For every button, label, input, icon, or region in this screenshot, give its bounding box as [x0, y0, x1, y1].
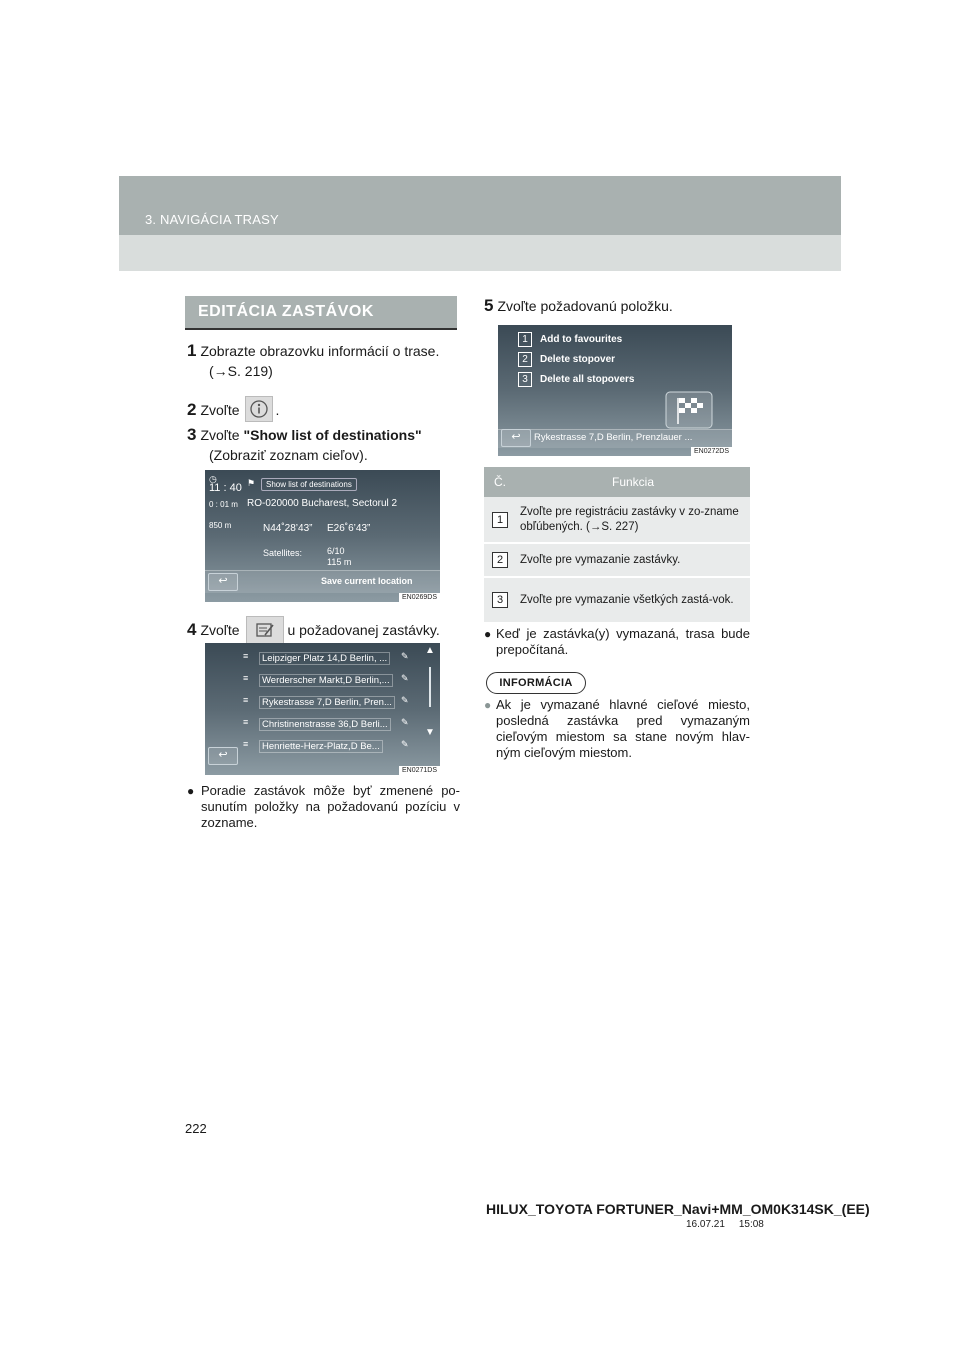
- bullet-text: Keď je zastávka(y) vymazaná, trasa bude prepočítaná.: [496, 626, 750, 657]
- row-text: Zvoľte pre vymazanie zastávky.: [516, 543, 750, 577]
- item-number: 2: [518, 352, 532, 367]
- edit-icon[interactable]: ✎: [401, 695, 409, 705]
- chapter-title: 3. NAVIGÁCIA TRASY: [145, 212, 279, 227]
- info-icon: [245, 396, 273, 422]
- step-number: 1: [187, 341, 197, 360]
- row-text: Zvoľte pre vymazanie všetkých zastá-vok.: [516, 577, 750, 623]
- table-row: [484, 497, 750, 543]
- address-text: RO-020000 Bucharest, Sectorul 2: [247, 498, 398, 509]
- step-text: Zvoľte: [200, 402, 240, 418]
- drag-handle-icon[interactable]: ≡: [243, 739, 249, 749]
- table-row: [484, 577, 750, 623]
- row-number-cell: [484, 577, 516, 623]
- bullet-note-right: [484, 626, 750, 658]
- drag-handle-icon[interactable]: ≡: [243, 651, 249, 661]
- menu-item-delete-stopover[interactable]: [518, 352, 718, 370]
- destination-row[interactable]: [243, 692, 418, 712]
- item-label[interactable]: Delete all stopovers: [540, 374, 635, 385]
- edit-icon[interactable]: ✎: [401, 673, 409, 683]
- edit-icon[interactable]: ✎: [401, 717, 409, 727]
- destination-row[interactable]: [243, 736, 418, 756]
- latitude-text: N44˚28’43”: [263, 523, 313, 534]
- table-row: [484, 543, 750, 577]
- page-number: 222: [185, 1121, 207, 1136]
- longitude-text: E26˚6’43”: [327, 523, 371, 534]
- back-icon[interactable]: ↩: [208, 747, 238, 765]
- section-heading: [185, 296, 457, 328]
- edit-icon[interactable]: ✎: [401, 739, 409, 749]
- step-subtext: (Zobraziť zoznam cieľov).: [209, 447, 368, 463]
- clock-icon: ◷: [209, 474, 217, 484]
- drag-handle-icon[interactable]: ≡: [243, 695, 249, 705]
- column-header-no: Č.: [484, 467, 516, 497]
- back-icon[interactable]: ↩: [208, 573, 238, 591]
- bullet-note-left: [187, 783, 460, 831]
- bullet-icon: ●: [484, 627, 492, 641]
- step-4: [187, 616, 462, 644]
- bullet-text: Poradie zastávok môže byť zmenené po-sunutím položky na požadovanú pozíciu v zozname.: [201, 783, 460, 830]
- information-note: [484, 697, 750, 761]
- destination-row[interactable]: [243, 670, 418, 690]
- scroll-up-icon[interactable]: ▲: [425, 645, 435, 656]
- menu-item-add-favourites[interactable]: [518, 332, 718, 350]
- checkered-flag-icon: [664, 390, 714, 430]
- drag-handle-icon[interactable]: ≡: [243, 717, 249, 727]
- scroll-down-icon[interactable]: ▼: [425, 727, 435, 738]
- elapsed-display: 0 : 01 m: [209, 500, 238, 509]
- step-text: Zvoľte: [200, 427, 240, 443]
- distance-display: 850 m: [209, 521, 232, 530]
- time-display: 11 : 40: [209, 482, 242, 494]
- screenshot-stopover-menu: [498, 325, 732, 456]
- step-1: [187, 341, 462, 381]
- destination-label[interactable]: Christinenstrasse 36,D Berli...: [259, 718, 391, 731]
- satellites-label: Satellites:: [263, 548, 303, 558]
- image-code: EN0271DS: [399, 766, 440, 775]
- bullet-icon: ●: [187, 784, 195, 798]
- item-label[interactable]: Delete stopover: [540, 354, 616, 365]
- item-number: 3: [518, 372, 532, 387]
- screenshot-destination-list: [205, 643, 440, 775]
- step-number: 5: [484, 296, 494, 315]
- print-date: 16.07.21 15:08: [686, 1219, 764, 1230]
- step-text-end: .: [275, 402, 280, 418]
- bullet-icon: ●: [484, 698, 492, 712]
- section-title: EDITÁCIA ZASTÁVOK: [198, 303, 374, 320]
- step-2: [187, 396, 462, 422]
- satellites-value: 6/10: [327, 546, 345, 556]
- step-text: Zvoľte požadovanú položku.: [497, 298, 673, 314]
- document-code: HILUX_TOYOTA FORTUNER_Navi+MM_OM0K314SK_(EE): [486, 1201, 870, 1217]
- table-header-row: [484, 467, 750, 497]
- back-icon[interactable]: ↩: [501, 429, 531, 447]
- row-text: Zvoľte pre registráciu zastávky v zo-zname obľúbených. (→S. 227): [516, 497, 750, 543]
- destination-label[interactable]: Leipziger Platz 14,D Berlin, ...: [259, 652, 390, 665]
- row-number-cell: [484, 497, 516, 543]
- step-text: Zobrazte obrazovku informácií o trase.: [200, 343, 440, 359]
- satellites-distance: 115 m: [327, 557, 352, 567]
- step-number: 2: [187, 400, 197, 419]
- menu-item-delete-all-stopovers[interactable]: [518, 372, 718, 390]
- image-code: EN0272DS: [691, 447, 732, 456]
- drag-handle-icon[interactable]: ≡: [243, 673, 249, 683]
- item-number: 1: [518, 332, 532, 347]
- save-location-button[interactable]: Save current location: [321, 576, 413, 586]
- step-text-end: u požadovanej zastávky.: [287, 622, 440, 638]
- row-number: 1: [492, 512, 508, 528]
- destination-label[interactable]: Henriette-Herz-Platz,D Be...: [259, 740, 383, 753]
- section-rule: [185, 328, 457, 330]
- step-text: Zvoľte: [200, 622, 240, 638]
- image-code: EN0269DS: [399, 593, 440, 602]
- item-label[interactable]: Add to favourites: [540, 334, 623, 345]
- step-number: 4: [187, 620, 197, 639]
- tab-show-destinations[interactable]: Show list of destinations: [261, 478, 357, 491]
- step-number: 3: [187, 425, 197, 444]
- row-number: 2: [492, 552, 508, 568]
- page-reference: (→S. 219): [209, 363, 273, 379]
- information-label: INFORMÁCIA: [486, 672, 586, 694]
- destination-row[interactable]: [243, 648, 418, 668]
- information-text: Ak je vymazané hlavné cieľové miesto, posledná zastávka pred vymazaným cieľovým miestom sa stane novým hlav-ným cieľovým miestom.: [496, 697, 750, 760]
- scrollbar[interactable]: [429, 667, 431, 707]
- row-number-cell: [484, 543, 516, 577]
- destination-label[interactable]: Rykestrasse 7,D Berlin, Pren...: [259, 696, 395, 709]
- destination-label[interactable]: Werderscher Markt,D Berlin,...: [259, 674, 393, 687]
- step-3: [187, 425, 462, 465]
- command-text: "Show list of destinations": [243, 427, 422, 443]
- screenshot-route-info: [205, 470, 440, 602]
- column-header-function: Funkcia: [516, 467, 750, 497]
- function-table: [484, 467, 750, 624]
- header-subband: [119, 235, 841, 271]
- row-number: 3: [492, 592, 508, 608]
- destination-row[interactable]: [243, 714, 418, 734]
- flag-icon: ⚑: [247, 478, 256, 488]
- selected-stopover-label: Rykestrasse 7,D Berlin, Prenzlauer ...: [534, 432, 693, 443]
- edit-icon[interactable]: ✎: [401, 651, 409, 661]
- step-5: [484, 296, 759, 316]
- edit-icon: [246, 616, 284, 644]
